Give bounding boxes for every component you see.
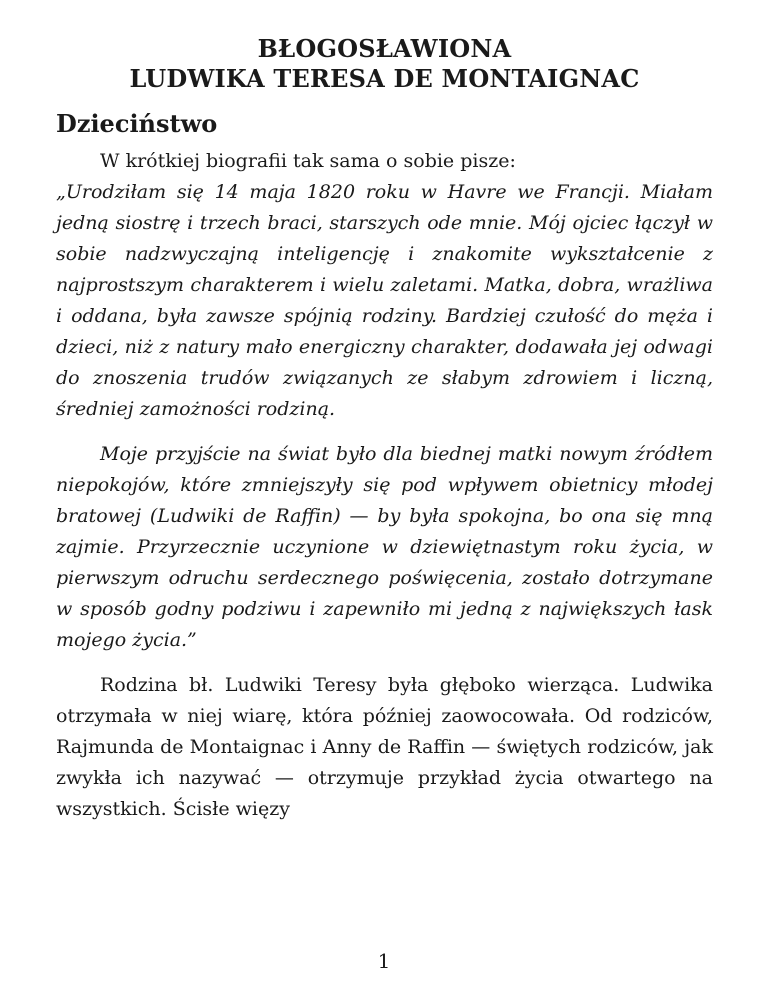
title-line-1: BŁOGOSŁAWIONA <box>257 34 512 63</box>
page-number: 1 <box>377 949 391 973</box>
document-title <box>56 34 713 94</box>
body-paragraph: Rodzina bł. Ludwiki Teresy była głęboko wierząca. Ludwika otrzymała w niej wiarę, która później zaowocowała. Od rodziców, Rajmunda de Montaignac i Anny de Raffin — świętych rodziców, jak zwykła ich nazywać — otrzymuje przykład życia otwartego na wszystkich. Ścisłe więzy <box>56 674 713 820</box>
section-heading: Dzieciństwo <box>56 109 218 138</box>
quote-paragraph-1: „Urodziłam się 14 maja 1820 roku w Havre we Francji. Miałam jedną siostrę i trzech braci, starszych ode mnie. Mój ojciec łączył w sobie nadzwyczajną inteligencję i znakomite wykształcenie z najprostszym charakterem i wielu zaletami. Matka, dobra, wrażliwa i oddana, była zawsze spójnią rodziny. Bardziej czułość do męża i dzieci, niż z natury mało energiczny charakter, dodawała jej odwagi do znoszenia trudów związanych ze słabym zdrowiem i liczną, średniej zamożności rodziną. <box>56 181 713 420</box>
intro-paragraph: W krótkiej biografii tak sama o sobie pisze: <box>100 150 516 172</box>
document-page <box>56 34 713 825</box>
title-line-2: LUDWIKA TERESA DE MONTAIGNAC <box>129 64 640 93</box>
quote-paragraph-2: Moje przyjście na świat było dla biednej matki nowym źródłem niepokojów, które zmniejszyły się pod wpływem obietnicy młodej bratowej (Ludwiki de Raffin) — by była spokojna, bo ona się mną zajmie. Przyrzecznie uczynione w dziewiętnastym roku życia, w pierwszym odruchu serdecznego poświęcenia, zostało dotrzymane w sposób godny podziwu i zapewniło mi jedną z największych łask mojego życia.” <box>56 443 713 651</box>
